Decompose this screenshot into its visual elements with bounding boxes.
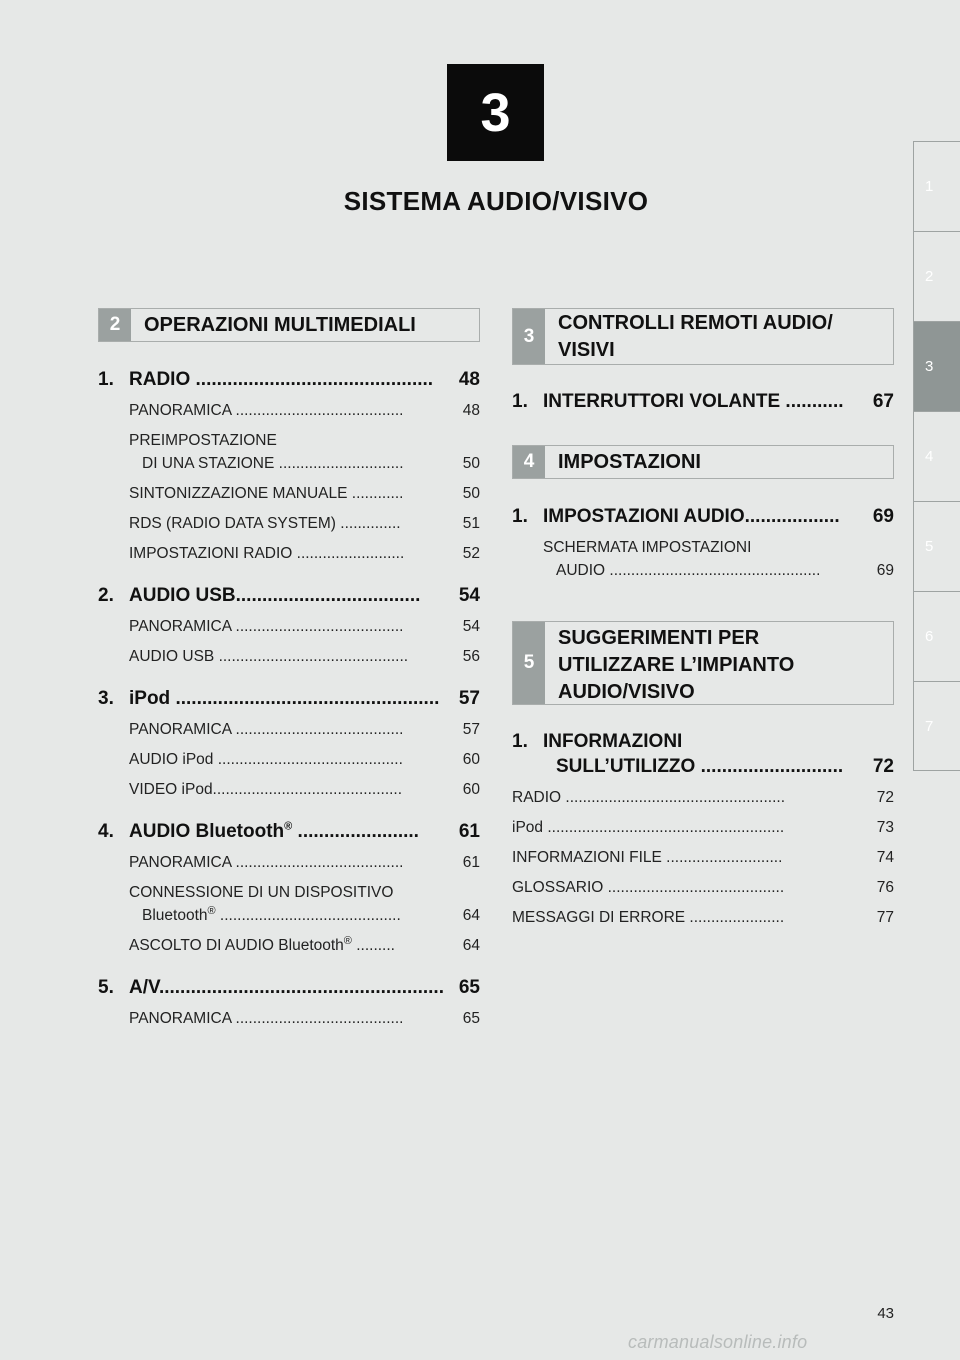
entry-page: 48 xyxy=(459,399,480,422)
topic-page: 61 xyxy=(458,821,480,842)
entry-title: RDS (RADIO DATA SYSTEM) .............. xyxy=(129,515,401,532)
entry-page: 74 xyxy=(873,846,894,869)
entry-page: 77 xyxy=(873,906,894,929)
entry-title: iPod ....................................................... xyxy=(512,819,785,836)
toc-topic[interactable] xyxy=(512,390,894,414)
topic-number: 1. xyxy=(512,506,528,527)
leader-dots: ............................................. xyxy=(190,369,434,390)
chapter-number-box xyxy=(447,64,544,161)
toc-topic[interactable] xyxy=(512,730,894,754)
entry-page: 64 xyxy=(459,934,480,957)
entry-page: 64 xyxy=(459,904,480,927)
side-tab-6[interactable] xyxy=(913,591,960,681)
entry-title: VIDEO iPod............................................ xyxy=(129,781,403,798)
toc-entry[interactable] xyxy=(98,881,480,927)
topic-title: AUDIO USB xyxy=(129,585,236,606)
toc-entry[interactable] xyxy=(481,846,894,869)
entry-page: 52 xyxy=(459,542,480,565)
entry-title: ASCOLTO DI AUDIO Bluetooth xyxy=(129,937,344,954)
toc-entry[interactable] xyxy=(98,718,480,741)
side-tab-label: 6 xyxy=(925,628,934,645)
leader-dots: ...................................................... xyxy=(158,977,444,998)
topic-number: 1. xyxy=(98,369,114,390)
entry-page: 51 xyxy=(459,512,480,535)
section-title: OPERAZIONI MULTIMEDIALI xyxy=(144,314,416,336)
leader-dots: .................. xyxy=(744,506,840,527)
toc-entry[interactable] xyxy=(98,748,480,771)
toc-entry[interactable] xyxy=(98,542,480,565)
leader-dots: ......... xyxy=(351,937,395,954)
leader-dots: ................................... xyxy=(235,585,421,606)
topic-page: 67 xyxy=(872,391,894,412)
toc-entry[interactable] xyxy=(512,536,894,582)
section-number: 4 xyxy=(513,446,545,478)
topic-number: 1. xyxy=(512,391,528,412)
side-tab-label: 3 xyxy=(925,358,934,375)
topic-title: AUDIO Bluetooth xyxy=(129,821,285,842)
section-title: CONTROLLI REMOTI AUDIO/ VISIVI xyxy=(558,312,833,361)
entry-page: 69 xyxy=(873,559,894,582)
topic-number: 2. xyxy=(98,585,114,606)
topic-title-cont: SULL’UTILIZZO xyxy=(556,756,696,777)
registered-mark: ® xyxy=(207,904,216,917)
topic-number: 5. xyxy=(98,977,114,998)
leader-dots: .......................................... xyxy=(215,907,401,924)
side-tab-label: 1 xyxy=(925,178,934,195)
topic-number: 4. xyxy=(98,821,114,842)
topic-page: 72 xyxy=(872,756,894,777)
topic-title: RADIO xyxy=(129,369,191,390)
chapter-title: SISTEMA AUDIO/VISIVO xyxy=(343,186,649,216)
toc-entry[interactable] xyxy=(481,906,894,929)
side-tab-4[interactable] xyxy=(913,411,960,501)
topic-title: INFORMAZIONI xyxy=(543,731,683,752)
registered-mark: ® xyxy=(343,934,352,947)
leader-dots: ....................... xyxy=(292,821,419,842)
topic-page: 57 xyxy=(458,688,480,709)
leader-dots: ........... xyxy=(780,391,844,412)
entry-title: SINTONIZZAZIONE MANUALE ............ xyxy=(129,485,404,502)
toc-topic[interactable] xyxy=(98,584,480,608)
toc-entry[interactable] xyxy=(98,429,480,475)
entry-title: PANORAMICA ....................................... xyxy=(129,402,404,419)
side-tab-label: 7 xyxy=(925,717,934,735)
toc-entry[interactable] xyxy=(98,399,480,422)
toc-topic[interactable] xyxy=(512,505,894,529)
toc-entry[interactable] xyxy=(98,615,480,638)
section-title: IMPOSTAZIONI xyxy=(558,451,701,473)
section-number: 2 xyxy=(99,309,131,341)
toc-entry[interactable] xyxy=(98,1007,480,1030)
leader-dots: .................................................. xyxy=(170,688,440,709)
entry-page: 60 xyxy=(459,778,480,801)
entry-title: PREIMPOSTAZIONE xyxy=(129,432,277,449)
entry-title-cont: DI UNA STAZIONE ............................. xyxy=(142,455,404,472)
entry-title: PANORAMICA ....................................... xyxy=(129,1010,404,1027)
entry-page: 76 xyxy=(873,876,894,899)
entry-page: 65 xyxy=(459,1007,480,1030)
entry-page: 60 xyxy=(459,748,480,771)
toc-entry[interactable] xyxy=(98,934,480,957)
entry-title: PANORAMICA ....................................... xyxy=(129,618,404,635)
toc-entry[interactable] xyxy=(481,816,894,839)
topic-number: 3. xyxy=(98,688,114,709)
chapter-side-tabs xyxy=(913,141,960,771)
toc-right-column xyxy=(512,308,894,929)
entry-title: SCHERMATA IMPOSTAZIONI xyxy=(543,539,752,556)
topic-title: IMPOSTAZIONI AUDIO xyxy=(543,506,745,527)
topic-page: 69 xyxy=(872,506,894,527)
entry-title: GLOSSARIO ......................................... xyxy=(512,879,785,896)
toc-entry[interactable] xyxy=(98,778,480,801)
side-tab-label: 5 xyxy=(925,538,934,555)
toc-entry[interactable] xyxy=(98,482,480,505)
entry-page: 50 xyxy=(459,482,480,505)
side-tab-label: 2 xyxy=(925,268,934,285)
topic-page: 48 xyxy=(458,369,480,390)
entry-page: 50 xyxy=(459,452,480,475)
entry-title: AUDIO USB ............................................ xyxy=(129,648,409,665)
page-number: 43 xyxy=(877,1305,894,1322)
entry-title: PANORAMICA ....................................... xyxy=(129,721,404,738)
topic-title: INTERRUTTORI VOLANTE xyxy=(543,391,781,412)
section-title: SUGGERIMENTI PER UTILIZZARE L’IMPIANTO AUDIO/VISIVO xyxy=(558,627,795,703)
entry-title: PANORAMICA ....................................... xyxy=(129,854,404,871)
entry-title-cont: Bluetooth xyxy=(142,907,208,924)
side-tab-2[interactable] xyxy=(913,231,960,321)
toc-topic[interactable] xyxy=(98,687,480,711)
section-number: 5 xyxy=(513,622,545,704)
side-tab-1[interactable] xyxy=(913,141,960,231)
entry-title: IMPOSTAZIONI RADIO ......................... xyxy=(129,545,405,562)
section-header-4 xyxy=(512,445,894,479)
entry-title: RADIO ................................................... xyxy=(512,789,786,806)
registered-mark: ® xyxy=(284,820,293,833)
toc-entry[interactable] xyxy=(98,645,480,668)
side-tab-7[interactable] xyxy=(913,681,960,771)
entry-title: MESSAGGI DI ERRORE ...................... xyxy=(512,909,785,926)
topic-title: iPod xyxy=(129,688,171,709)
topic-number: 1. xyxy=(512,731,528,752)
side-tab-label: 4 xyxy=(925,448,934,465)
entry-page: 72 xyxy=(873,786,894,809)
entry-title: CONNESSIONE DI UN DISPOSITIVO xyxy=(129,884,394,901)
entry-page: 73 xyxy=(873,816,894,839)
toc-entry[interactable] xyxy=(481,876,894,899)
section-header-3 xyxy=(512,308,894,365)
section-header-2 xyxy=(98,308,480,342)
leader-dots: ........................... xyxy=(695,756,844,777)
side-tab-3-active[interactable] xyxy=(913,321,960,411)
entry-page: 57 xyxy=(459,718,480,741)
entry-page: 61 xyxy=(459,851,480,874)
toc-left-column xyxy=(98,308,480,1030)
entry-title: AUDIO iPod ........................................... xyxy=(129,751,403,768)
toc-entry[interactable] xyxy=(481,786,894,809)
entry-page: 56 xyxy=(459,645,480,668)
toc-entry[interactable] xyxy=(98,512,480,535)
entry-page: 54 xyxy=(459,615,480,638)
section-number: 3 xyxy=(513,309,545,364)
side-tab-5[interactable] xyxy=(913,501,960,591)
entry-title: INFORMAZIONI FILE ........................... xyxy=(512,849,783,866)
entry-title-cont: AUDIO ................................................. xyxy=(556,562,821,579)
section-header-5 xyxy=(512,621,894,705)
toc-topic[interactable] xyxy=(98,368,480,392)
toc-topic[interactable] xyxy=(98,976,480,1000)
topic-page: 54 xyxy=(458,585,480,606)
topic-page: 65 xyxy=(458,977,480,998)
toc-topic[interactable] xyxy=(98,820,480,844)
chapter-number: 3 xyxy=(480,82,511,143)
topic-title: A/V xyxy=(129,977,159,998)
watermark: carmanualsonline.info xyxy=(628,1332,808,1352)
toc-topic-cont[interactable] xyxy=(512,755,894,779)
toc-entry[interactable] xyxy=(98,851,480,874)
